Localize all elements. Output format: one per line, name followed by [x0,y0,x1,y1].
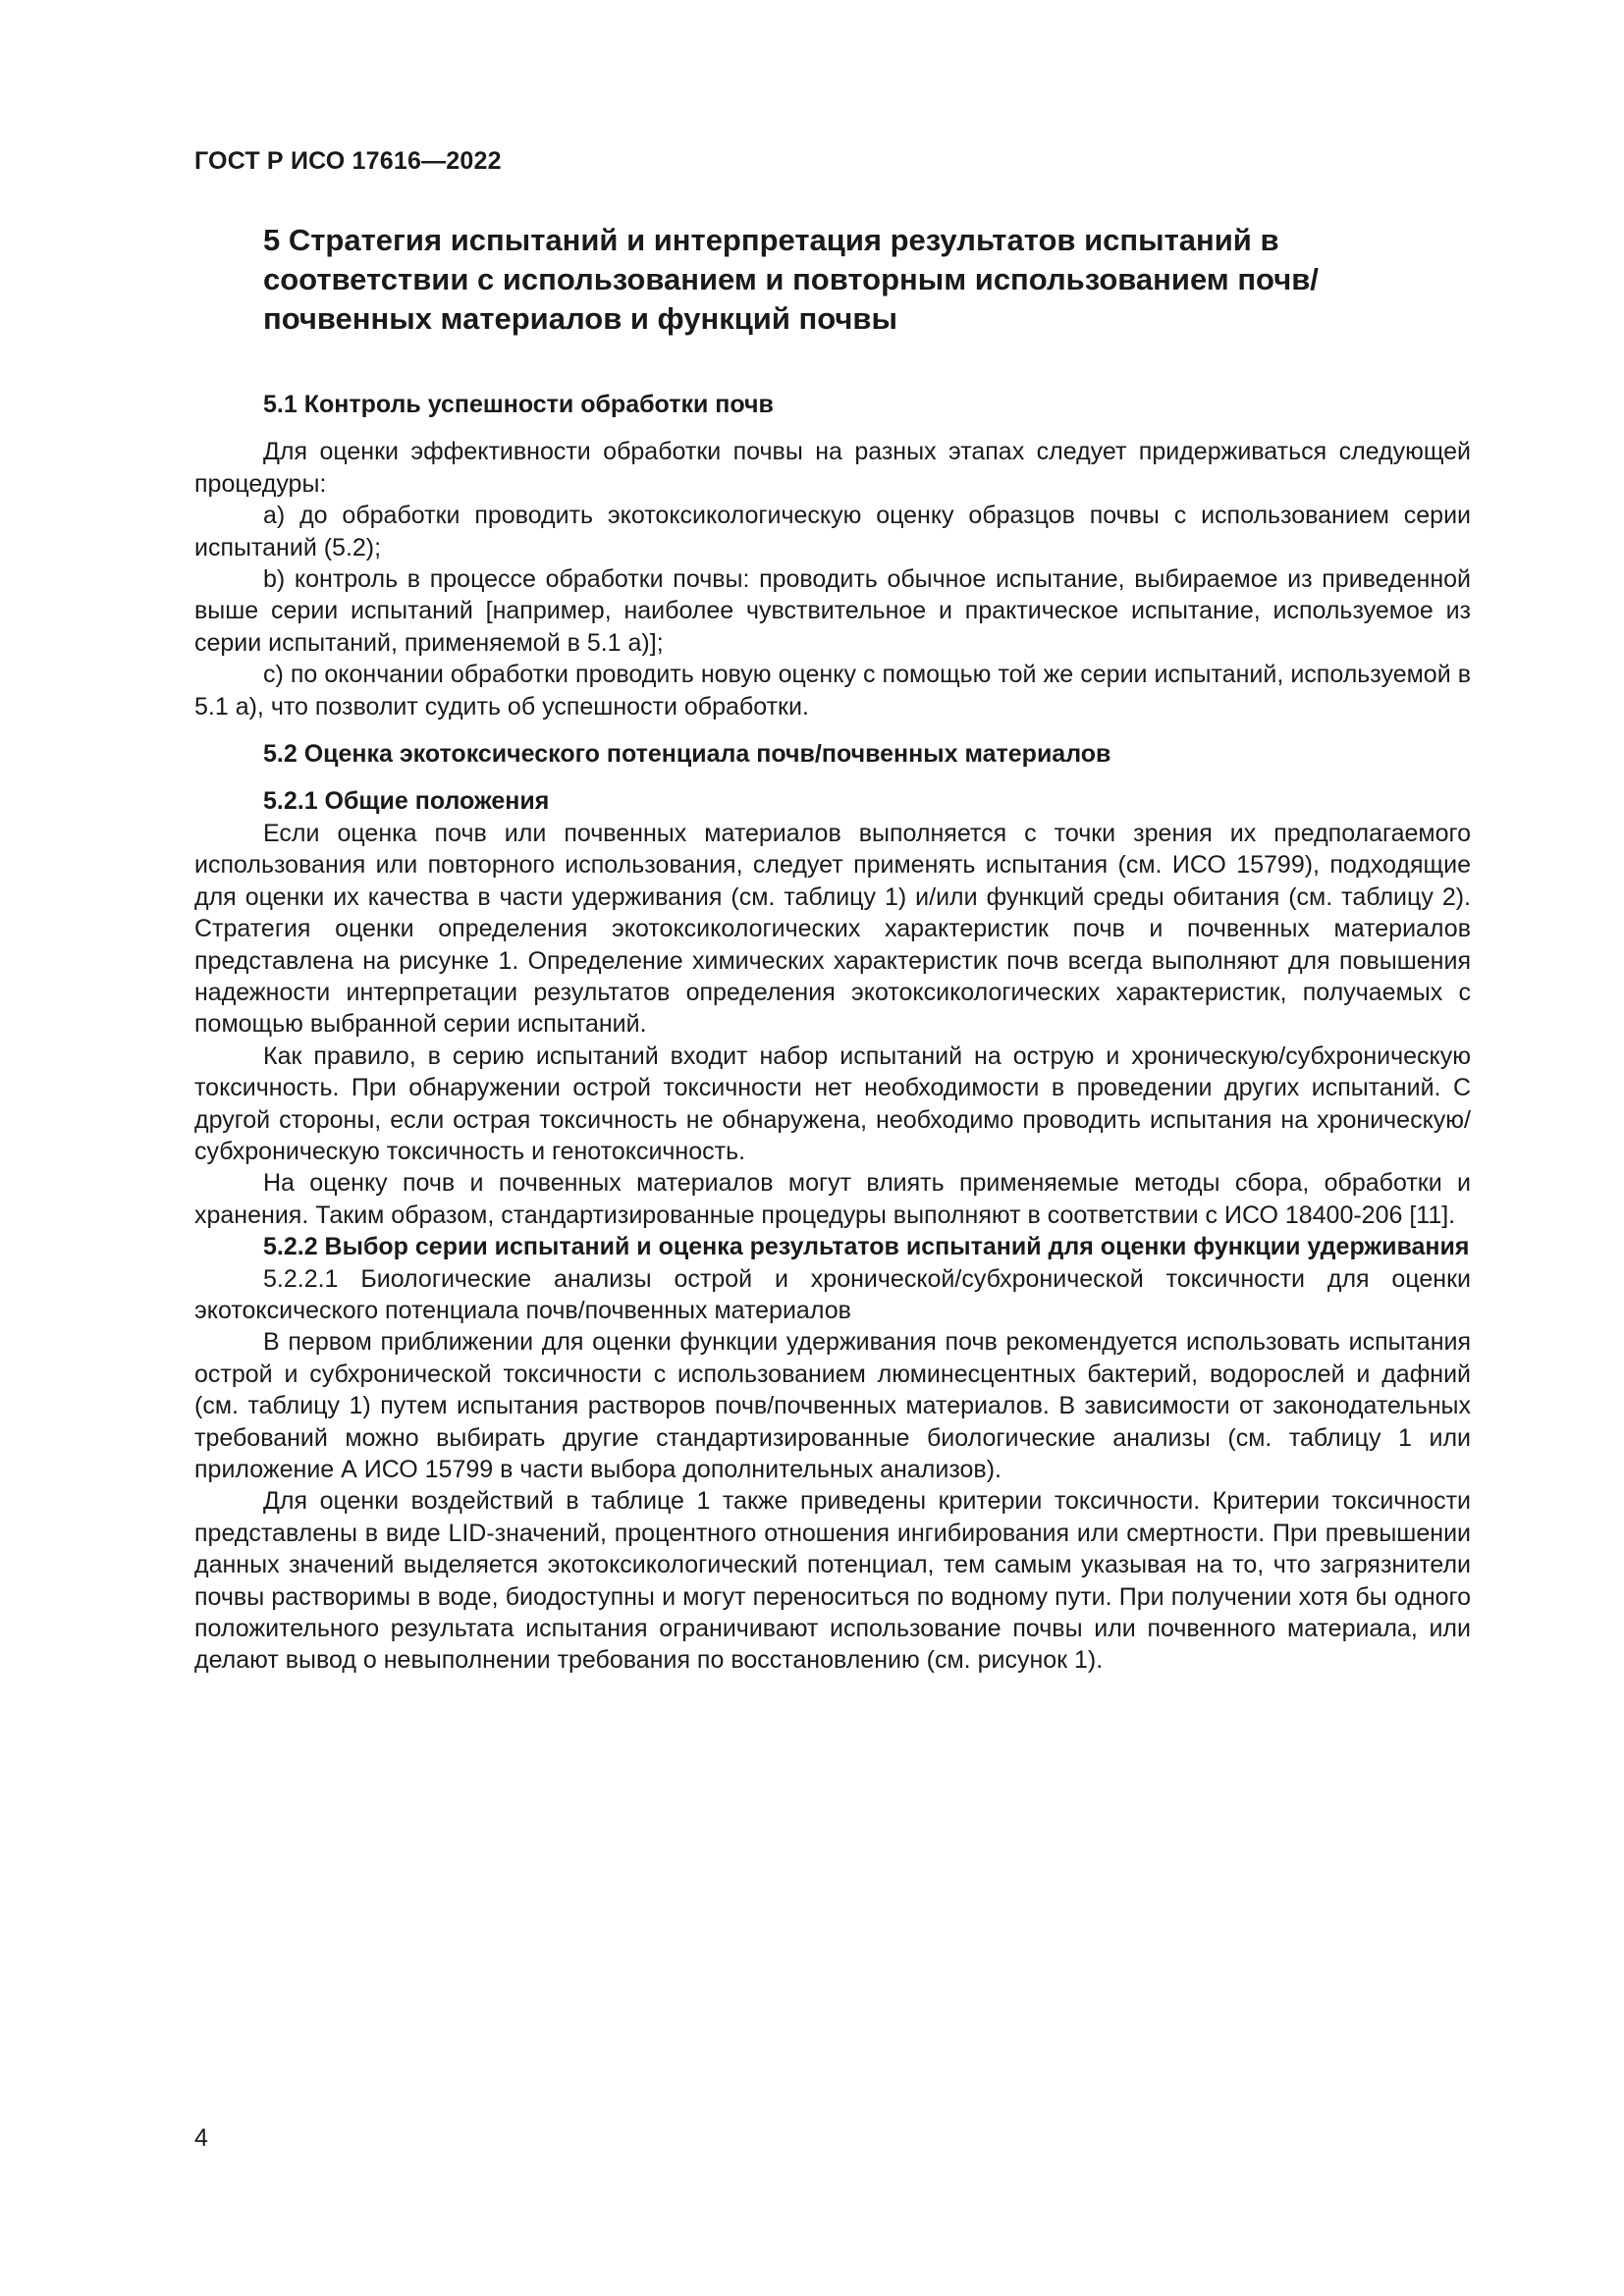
page-number: 4 [194,2124,208,2152]
section-5-1-intro: Для оценки эффективности обработки почвы на разных этапах следует придерживаться следующей процедуры: [194,438,1471,498]
section-5-1-item-a: a) до обработки проводить экотоксикологическую оценку образцов почвы с использованием серии испытаний (5.2); [194,502,1471,561]
page-content [194,221,1471,1677]
section-5-2-title: 5.2 Оценка экотоксического потенциала почв/почвенных материалов [263,740,1111,769]
standard-header: ГОСТ Р ИСО 17616—2022 [194,147,502,175]
section-5-title: 5 Стратегия испытаний и интерпретация результатов испытаний в соответствии с использованием и повторным использованием почв/почвенных материалов и функций почвы [263,223,1319,336]
section-5-2-1-paragraph-3: На оценку почв и почвенных материалов могут влиять применяемые методы сбора, обработки и хранения. Таким образом, стандартизированные процедуры выполняют в соответствии с ИСО 18400-206 [11]. [194,1169,1471,1229]
section-5-2-1-paragraph-2: Как правило, в серию испытаний входит набор испытаний на острую и хроническую/субхроническую токсичность. При обнаружении острой токсичности нет необходимости в проведении других испытаний. С другой стороны, если острая токсичность не обнаружена, необходимо проводить испытания на хроническую/субхроническую токсичность и генотоксичность. [194,1041,1471,1165]
section-5-2-2-paragraph-2: Для оценки воздействий в таблице 1 также приведены критерии токсичности. Критерии токсичности представлены в виде LID-значений, процентного отношения ингибирования или смертности. При превышении данных значений выделяется экотоксикологический потенциал, тем самым указывая на то, что загрязнители почвы растворимы в воде, биодоступны и могут переноситься по водному пути. При получении хотя бы одного положительного результата испытания ограничивают использование почвы или почвенного материала, или делают вывод о невыполнении требования по восстановлению (см. рисунок 1). [194,1487,1471,1675]
section-5-2-2-1-title: 5.2.2.1 Биологические анализы острой и хронической/субхронической токсичности для оценки экотоксического потенциала почв/почвенных материалов [194,1264,1471,1324]
section-5-1-title: 5.1 Контроль успешности обработки почв [263,391,774,418]
section-5-2-1-paragraph-1: Если оценка почв или почвенных материалов выполняется с точки зрения их предполагаемого использования или повторного использования, следует применять испытания (см. ИСО 15799), подходящие для оценки их качества в части удерживания (см. таблицу 1) и/или функций среды обитания (см. таблицу 2). Стратегия оценки определения экотоксикологических характеристик почв и почвенных материалов представлена на рисунке 1. Определение химических характеристик почв всегда выполняют для повышения надежности интерпретации результатов определения экотоксикологических характеристик, получаемых с помощью выбранной серии испытаний. [194,819,1471,1039]
section-5-2-1-title: 5.2.1 Общие положения [263,787,550,816]
section-5-2-2-paragraph-1: В первом приближении для оценки функции удерживания почв рекомендуется использовать испытания острой и субхронической токсичности с использованием люминесцентных бактерий, водорослей и дафний (см. таблицу 1) путем испытания растворов почв/почвенных материалов. В зависимости от законодательных требований можно выбирать другие стандартизированные биологические анализы (см. таблицу 1 или приложение А ИСО 15799 в части выбора дополнительных анализов). [194,1328,1471,1483]
section-5-2-2-title: 5.2.2 Выбор серии испытаний и оценка результатов испытаний для оценки функции удерживания [263,1233,1470,1261]
section-5-1-item-b: b) контроль в процессе обработки почвы: проводить обычное испытание, выбираемое из приведенной выше серии испытаний [например, наиболее чувствительное и практическое испытание, используемое из серии испытаний, применяемой в 5.1 а)]; [194,565,1471,657]
section-5-1-item-c: c) по окончании обработки проводить новую оценку с помощью той же серии испытаний, используемой в 5.1 а), что позволит судить об успешности обработки. [194,661,1471,721]
